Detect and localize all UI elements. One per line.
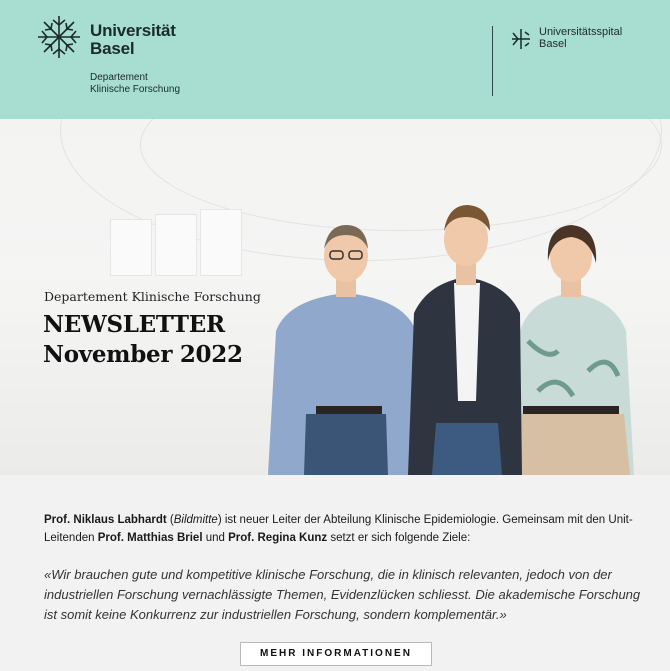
intro-text: setzt er sich folgende Ziele:	[327, 532, 471, 544]
hospital-city-line: Basel	[539, 38, 567, 50]
more-info-button[interactable]: MEHR INFORMATIONEN	[240, 642, 432, 666]
newsletter-date: November 2022	[43, 341, 243, 368]
university-city-line: Basel	[90, 39, 135, 58]
article-quote: «Wir brauchen gute und kompetitive klinische Forschung, die in klinisch relevanten, jedoch von der industriellen Forschung vernachlässigte Themen, Evidenzlücken schliesst. Die akademische Forschung ist somit keine Konkurrenz zur industriellen Forschung, sondern komplementär.»	[44, 567, 641, 622]
newsletter-header	[0, 0, 670, 119]
person-name-labhardt: Prof. Niklaus Labhardt	[44, 514, 167, 526]
image-reference: Bildmitte	[173, 514, 218, 526]
unibas-snowflake-logo-icon	[36, 14, 82, 60]
intro-text: ) ist neuer Leiter der Abteilung Klinische Epidemiologie. Gemeinsam mit den Unit-Leitenden	[44, 514, 633, 544]
header-divider	[492, 26, 493, 96]
person-left	[268, 225, 424, 475]
person-right	[514, 225, 634, 475]
person-name-kunz: Prof. Regina Kunz	[228, 532, 328, 544]
newsletter-title	[43, 310, 243, 370]
background-window	[155, 214, 197, 276]
newsletter-title-line: NEWSLETTER	[43, 311, 225, 338]
background-window	[200, 209, 242, 276]
hero-banner	[0, 119, 670, 475]
article-section	[0, 475, 670, 671]
usb-logo-icon	[510, 28, 534, 50]
department-label	[90, 72, 180, 96]
article-intro	[44, 511, 634, 547]
department-line-1: Departement	[90, 72, 148, 83]
hero-kicker: Departement Klinische Forschung	[44, 289, 261, 304]
person-name-briel: Prof. Matthias Briel	[97, 532, 203, 544]
hospital-name	[539, 26, 622, 50]
hospital-name-line: Universitätsspital	[539, 26, 623, 38]
university-name-line: Universität	[90, 21, 176, 40]
team-photo	[258, 201, 638, 475]
person-middle	[408, 205, 522, 475]
department-line-2: Klinische Forschung	[90, 84, 181, 95]
intro-text: (	[166, 514, 174, 526]
intro-text: und	[202, 532, 229, 544]
university-name	[90, 22, 176, 58]
background-window	[110, 219, 152, 276]
